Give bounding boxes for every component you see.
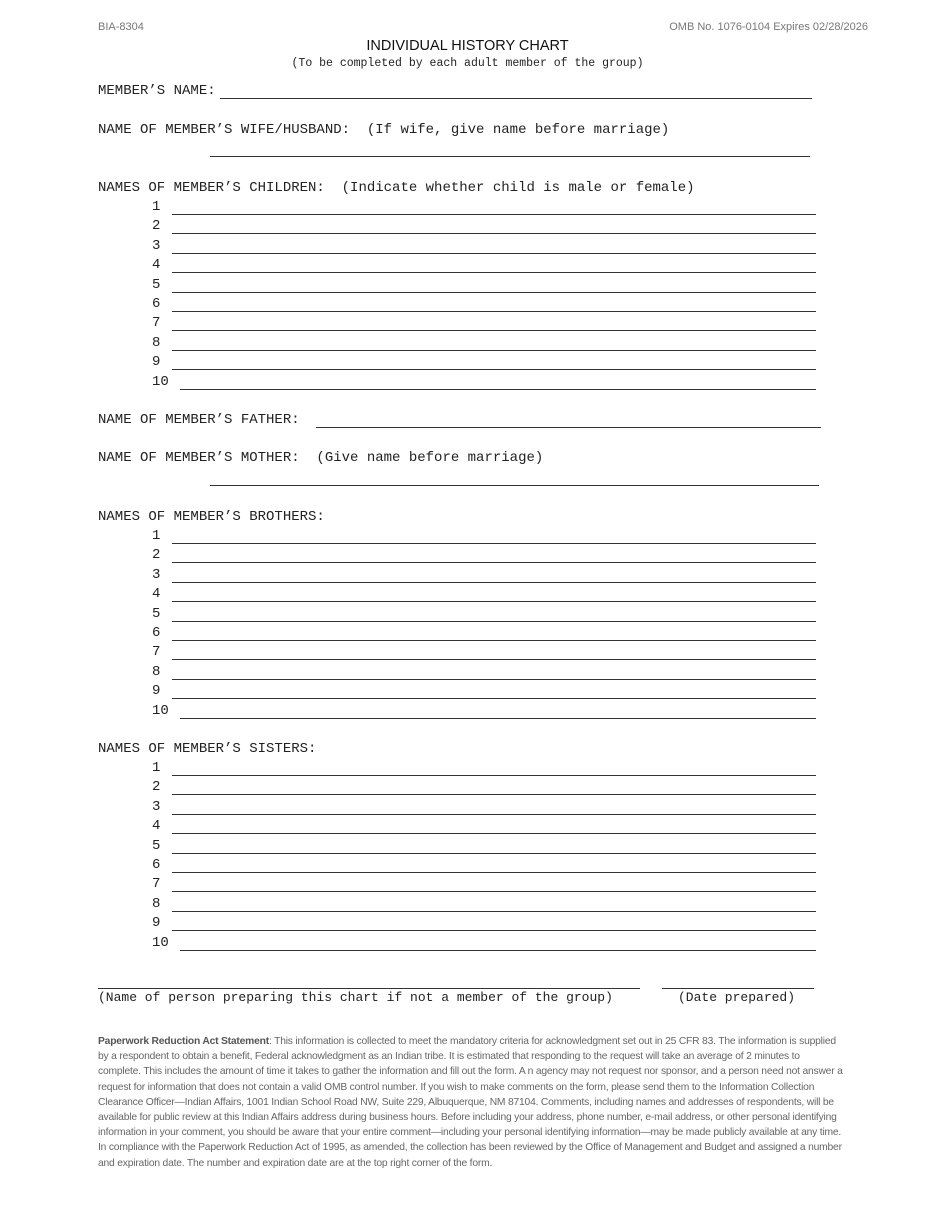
brothers-number: 3 — [152, 567, 161, 583]
mother-line[interactable] — [210, 485, 819, 486]
preparer-name-line[interactable] — [98, 988, 640, 989]
children-line[interactable] — [172, 253, 816, 254]
paperwork-heading: Paperwork Reduction Act Statement — [98, 1036, 269, 1047]
brothers-line[interactable] — [172, 640, 816, 641]
sisters-number: 4 — [152, 818, 161, 834]
form-number: BIA-8304 — [98, 21, 144, 33]
sisters-line[interactable] — [172, 872, 816, 873]
page-subtitle: (To be completed by each adult member of the group) — [291, 57, 644, 70]
sisters-number: 9 — [152, 915, 161, 931]
sisters-line[interactable] — [172, 930, 816, 931]
spouse-line[interactable] — [210, 156, 810, 157]
children-number: 10 — [152, 374, 169, 390]
children-number: 1 — [152, 199, 161, 215]
sisters-number: 1 — [152, 760, 161, 776]
brothers-number: 10 — [152, 703, 169, 719]
brothers-number: 7 — [152, 644, 161, 660]
sisters-line[interactable] — [172, 833, 816, 834]
brothers-line[interactable] — [172, 679, 816, 680]
brothers-line[interactable] — [172, 698, 816, 699]
member-name-label: MEMBER’S NAME: — [98, 83, 216, 99]
sisters-line[interactable] — [172, 911, 816, 912]
sisters-number: 2 — [152, 779, 161, 795]
brothers-number: 4 — [152, 586, 161, 602]
children-line[interactable] — [172, 350, 816, 351]
omb-number: OMB No. 1076-0104 Expires 02/28/2026 — [669, 21, 868, 33]
preparer-caption: (Name of person preparing this chart if not a member of the group) — [98, 990, 613, 1005]
children-line[interactable] — [180, 389, 816, 390]
brothers-line[interactable] — [172, 562, 816, 563]
brothers-number: 6 — [152, 625, 161, 641]
children-number: 5 — [152, 277, 161, 293]
sisters-line[interactable] — [172, 853, 816, 854]
children-number: 9 — [152, 354, 161, 370]
sisters-label: NAMES OF MEMBER’S SISTERS: — [98, 741, 317, 757]
sisters-number: 7 — [152, 876, 161, 892]
sisters-line[interactable] — [172, 891, 816, 892]
sisters-number: 8 — [152, 896, 161, 912]
father-label: NAME OF MEMBER’S FATHER: — [98, 412, 300, 428]
paperwork-statement — [98, 1034, 843, 1171]
children-line[interactable] — [172, 330, 816, 331]
sisters-line[interactable] — [172, 814, 816, 815]
brothers-number: 2 — [152, 547, 161, 563]
children-number: 7 — [152, 315, 161, 331]
brothers-number: 8 — [152, 664, 161, 680]
brothers-label: NAMES OF MEMBER’S BROTHERS: — [98, 509, 325, 525]
children-number: 3 — [152, 238, 161, 254]
brothers-line[interactable] — [172, 659, 816, 660]
children-line[interactable] — [172, 272, 816, 273]
sisters-number: 5 — [152, 838, 161, 854]
date-caption: (Date prepared) — [678, 990, 796, 1005]
children-line[interactable] — [172, 311, 816, 312]
sisters-line[interactable] — [172, 794, 816, 795]
member-name-line[interactable] — [220, 98, 812, 99]
children-number: 4 — [152, 257, 161, 273]
brothers-line[interactable] — [172, 601, 816, 602]
children-number: 2 — [152, 218, 161, 234]
children-number: 6 — [152, 296, 161, 312]
brothers-number: 1 — [152, 528, 161, 544]
brothers-number: 5 — [152, 606, 161, 622]
sisters-line[interactable] — [172, 775, 816, 776]
brothers-line[interactable] — [172, 543, 816, 544]
sisters-number: 3 — [152, 799, 161, 815]
mother-label: NAME OF MEMBER’S MOTHER: (Give name before marriage) — [98, 450, 544, 466]
spouse-label: NAME OF MEMBER’S WIFE/HUSBAND: (If wife, give name before marriage) — [98, 122, 670, 138]
page-title: INDIVIDUAL HISTORY CHART — [366, 38, 569, 54]
children-line[interactable] — [172, 233, 816, 234]
sisters-number: 6 — [152, 857, 161, 873]
children-number: 8 — [152, 335, 161, 351]
date-prepared-line[interactable] — [662, 988, 814, 989]
children-line[interactable] — [172, 369, 816, 370]
father-line[interactable] — [316, 427, 821, 428]
children-label: NAMES OF MEMBER’S CHILDREN: (Indicate whether child is male or female) — [98, 180, 695, 196]
children-line[interactable] — [172, 292, 816, 293]
brothers-line[interactable] — [172, 621, 816, 622]
sisters-number: 10 — [152, 935, 169, 951]
paperwork-text: : This information is collected to meet the mandatory criteria for acknowledgment set out in 25 CFR 83. The information is supplied by a respondent to obtain a benefit, Federal acknowledgment as an Indian tribe. It is estimated that responding to the request will take an average of 2 minutes to complete. This includes the amount of time it takes to gather the information and fill out the form. A n agency may not request nor sponsor, and a person need not answer a request for information that does not contain a valid OMB control number. If you wish to make comments on the form, please send them to the Information Collection Clearance Officer—Indian Affairs, 1001 Indian School Road NW, Suite 229, Albuquerque, NM 87104. Comments, including names and addresses of respondents, will be available for public review at this Indian Affairs address during business hours. Before including your address, phone number, e-mail address, or other personal identifying information in your comment, you should be aware that your entire comment—including your personal identifying information—may be made publicly available at any time. In compliance with the Paperwork Reduction Act of 1995, as amended, the collection has been reviewed by the Office of Management and Budget and assigned a number and expiration date. The number and expiration date are at the top right corner of the form. — [98, 1036, 843, 1169]
brothers-number: 9 — [152, 683, 161, 699]
brothers-line[interactable] — [180, 718, 816, 719]
brothers-line[interactable] — [172, 582, 816, 583]
sisters-line[interactable] — [180, 950, 816, 951]
children-line[interactable] — [172, 214, 816, 215]
